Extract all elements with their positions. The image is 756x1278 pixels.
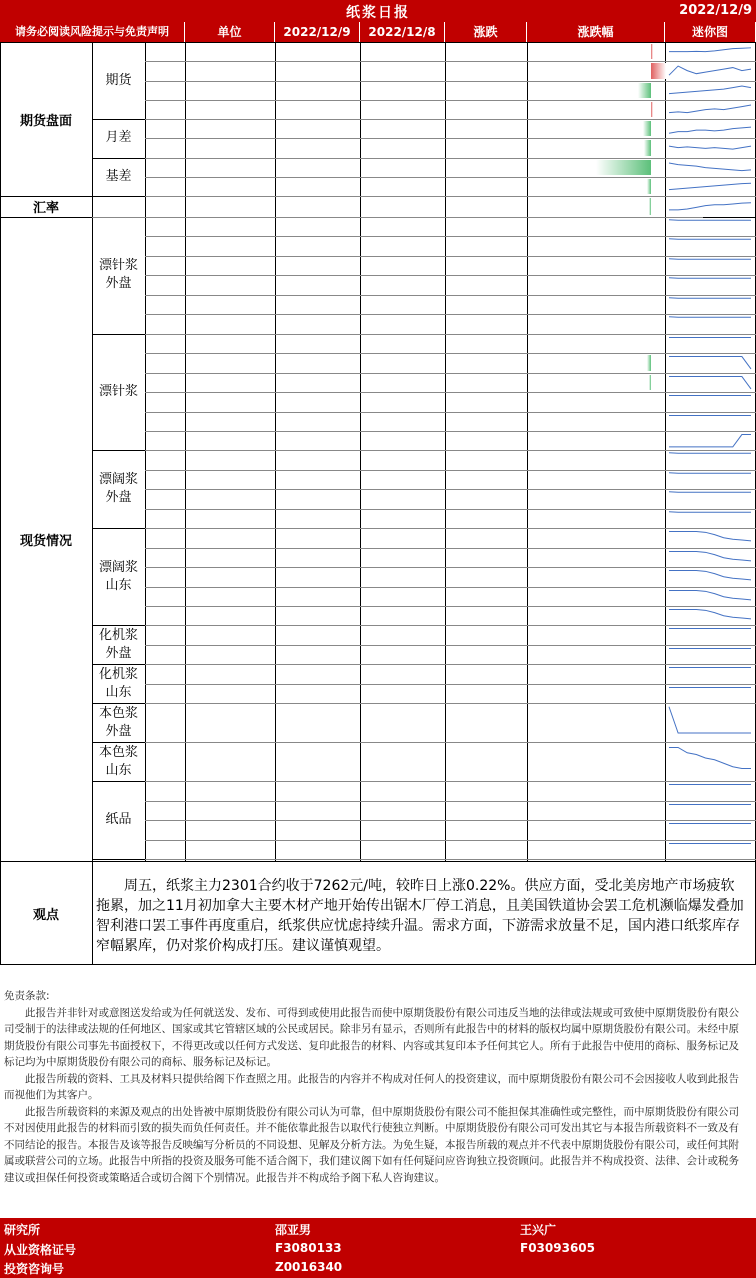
sparkline bbox=[667, 120, 753, 137]
report-title: 纸浆日报 bbox=[346, 5, 410, 21]
cell-chg bbox=[445, 801, 527, 820]
sparkline bbox=[667, 101, 753, 118]
cell-chg bbox=[445, 81, 527, 100]
disclaimer-p3: 此报告所载资料的来源及观点的出处皆被中原期货股份有限公司认为可靠，但中原期货股份有限公司不能担保其准确性或完整性，而中原期货股份有限公司不对因使用此报告的材料而引致的损失而负任何责任。并不能依靠此报告以取代行使独立判断。中原期货股份有限公司可发出其它与本报告所载资料不一致及有不同结论的报告。本报告及该等报告反映编写分析员的不同设想、见解及分析方法。为免生疑，本报告所载的观点并不代表中原期货股份有限公司，或任何其附属或联营公司的立场。此报告中所指的投资及服务可能不适合阁下，我们建议阁下如有任何疑问应咨询独立投资顾问。此报告并不构成投资、法律、会计或税务建议或担保任何投资或策略适合或切合阁下个别情况。此报告并不构成给予阁下私人咨询建议。 bbox=[4, 1105, 739, 1184]
cell-unit bbox=[185, 548, 275, 567]
sparkline bbox=[667, 510, 753, 527]
cell-v2 bbox=[360, 177, 445, 196]
cell-pct bbox=[527, 567, 665, 586]
cell-v2 bbox=[360, 625, 445, 644]
cell-unit bbox=[185, 703, 275, 742]
cell-pct bbox=[527, 509, 665, 528]
sparkline bbox=[667, 451, 753, 468]
sparkline bbox=[667, 568, 753, 585]
cell-v2 bbox=[360, 295, 445, 314]
cell-v2 bbox=[360, 431, 445, 450]
cell-v1 bbox=[275, 295, 360, 314]
cell-v1 bbox=[275, 177, 360, 196]
cell-unit bbox=[185, 742, 275, 781]
sparkline bbox=[667, 178, 753, 195]
cell-pct bbox=[527, 684, 665, 703]
cell-unit bbox=[185, 450, 275, 469]
cell-unit bbox=[185, 295, 275, 314]
cell-v1 bbox=[275, 567, 360, 586]
cell-pct bbox=[527, 820, 665, 839]
cell-v1 bbox=[275, 353, 360, 372]
col-sparkline: 迷你图 bbox=[665, 22, 756, 42]
cell-v2 bbox=[360, 100, 445, 119]
cell-unit bbox=[185, 820, 275, 839]
cell-chg bbox=[445, 314, 527, 333]
cell-chg bbox=[445, 256, 527, 275]
group-divider bbox=[92, 859, 145, 860]
cell-v2 bbox=[360, 236, 445, 255]
cell-pct bbox=[527, 548, 665, 567]
cell-v2 bbox=[360, 587, 445, 606]
col-unit: 单位 bbox=[185, 22, 275, 42]
cell-v2 bbox=[360, 138, 445, 157]
sparkline bbox=[667, 315, 753, 332]
cell-pct bbox=[527, 412, 665, 431]
analyst-b-name: 王兴广 bbox=[520, 1223, 557, 1237]
col-change: 涨跌 bbox=[445, 22, 527, 42]
col-date1: 2022/12/9 bbox=[275, 22, 360, 42]
cell-pct bbox=[527, 587, 665, 606]
cell-pct bbox=[527, 392, 665, 411]
cell-chg bbox=[445, 100, 527, 119]
cell-v2 bbox=[360, 392, 445, 411]
cell-unit bbox=[185, 470, 275, 489]
cell-chg bbox=[445, 567, 527, 586]
cell-v2 bbox=[360, 742, 445, 781]
cell-unit bbox=[185, 625, 275, 644]
cell-pct bbox=[527, 450, 665, 469]
analyst-a-name: 邵亚男 bbox=[275, 1223, 312, 1237]
cell-v1 bbox=[275, 275, 360, 294]
cell-chg bbox=[445, 412, 527, 431]
cell-unit bbox=[185, 42, 275, 61]
cell-chg bbox=[445, 781, 527, 800]
cell-unit bbox=[185, 334, 275, 353]
cell-unit bbox=[185, 392, 275, 411]
cell-v1 bbox=[275, 801, 360, 820]
cell-chg bbox=[445, 275, 527, 294]
cell-v1 bbox=[275, 489, 360, 508]
sparkline bbox=[667, 354, 753, 371]
cell-chg bbox=[445, 392, 527, 411]
cell-v2 bbox=[360, 158, 445, 177]
sparkline bbox=[667, 841, 753, 858]
cell-v2 bbox=[360, 314, 445, 333]
cell-pct bbox=[527, 840, 665, 859]
sparkline bbox=[667, 43, 753, 60]
cell-chg bbox=[445, 217, 527, 236]
analyst-a-cert: F3080133 bbox=[275, 1241, 342, 1255]
cell-unit bbox=[185, 256, 275, 275]
group-hj_wp: 化机浆 外盘 bbox=[98, 627, 138, 661]
cell-pct bbox=[527, 236, 665, 255]
cell-v1 bbox=[275, 664, 360, 683]
cell-v2 bbox=[360, 664, 445, 683]
cell-v1 bbox=[275, 61, 360, 80]
cell-pct bbox=[527, 138, 665, 157]
cell-chg bbox=[445, 548, 527, 567]
sparkline bbox=[667, 646, 753, 663]
cell-chg bbox=[445, 684, 527, 703]
sparkline bbox=[667, 471, 753, 488]
cell-unit bbox=[185, 587, 275, 606]
cell-v1 bbox=[275, 81, 360, 100]
disclaimer bbox=[4, 988, 748, 1186]
cell-unit bbox=[185, 489, 275, 508]
cell-pct bbox=[527, 801, 665, 820]
cell-v1 bbox=[275, 625, 360, 644]
cell-pct bbox=[527, 664, 665, 683]
cell-v2 bbox=[360, 489, 445, 508]
cell-pct bbox=[527, 275, 665, 294]
cell-v1 bbox=[275, 256, 360, 275]
cell-pct bbox=[527, 61, 665, 80]
sparkline bbox=[667, 490, 753, 507]
sparkline bbox=[667, 197, 753, 216]
group-jicha: 基差 bbox=[105, 168, 132, 184]
cell-v2 bbox=[360, 509, 445, 528]
col-divider bbox=[665, 42, 666, 861]
cell-v1 bbox=[275, 158, 360, 177]
cell-chg bbox=[445, 664, 527, 683]
cell-v1 bbox=[275, 840, 360, 859]
cell-unit bbox=[185, 840, 275, 859]
section-fx: 汇率 bbox=[32, 201, 59, 216]
cell-unit bbox=[185, 509, 275, 528]
cell-v2 bbox=[360, 373, 445, 392]
cell-v1 bbox=[275, 373, 360, 392]
cell-v1 bbox=[275, 450, 360, 469]
cell-chg bbox=[445, 840, 527, 859]
cell-v1 bbox=[275, 587, 360, 606]
sparkline bbox=[667, 626, 753, 643]
cell-v2 bbox=[360, 196, 445, 217]
sparkline bbox=[667, 743, 753, 780]
row-divider bbox=[145, 859, 756, 860]
sparkline bbox=[667, 665, 753, 682]
sparkline bbox=[667, 393, 753, 410]
cell-chg bbox=[445, 138, 527, 157]
cell-unit bbox=[185, 100, 275, 119]
cell-chg bbox=[445, 509, 527, 528]
cell-pct bbox=[527, 295, 665, 314]
sparkline bbox=[667, 704, 753, 741]
cell-v2 bbox=[360, 801, 445, 820]
group-divider bbox=[92, 196, 145, 197]
cell-v1 bbox=[275, 781, 360, 800]
cell-pct bbox=[527, 489, 665, 508]
cell-v1 bbox=[275, 392, 360, 411]
cell-chg bbox=[445, 177, 527, 196]
analyst-b-cert: F03093605 bbox=[520, 1241, 595, 1255]
sparkline bbox=[667, 374, 753, 391]
cell-pct bbox=[527, 606, 665, 625]
cell-unit bbox=[185, 314, 275, 333]
cell-unit bbox=[185, 138, 275, 157]
cell-chg bbox=[445, 196, 527, 217]
cell-unit bbox=[185, 645, 275, 664]
cell-pct bbox=[527, 158, 665, 177]
cell-unit bbox=[185, 158, 275, 177]
cell-pct bbox=[527, 217, 665, 236]
cell-unit bbox=[185, 431, 275, 450]
sparkline bbox=[667, 62, 753, 79]
cell-v2 bbox=[360, 81, 445, 100]
cell-v2 bbox=[360, 61, 445, 80]
risk-warning-link[interactable]: 请务必阅读风险提示与免责声明 bbox=[0, 22, 185, 42]
cell-unit bbox=[185, 373, 275, 392]
disclaimer-title: 免责条款: bbox=[4, 990, 50, 1002]
cell-pct bbox=[527, 334, 665, 353]
cell-v1 bbox=[275, 138, 360, 157]
cell-v1 bbox=[275, 645, 360, 664]
cell-unit bbox=[185, 781, 275, 800]
disclaimer-p1: 此报告并非针对或意图送发给或为任何就送发、发布、可得到或使用此报告而使中原期货股份有限公司违反当地的法律或法规或可致使中原期货股份有限公司受制于的法律或法规的任何地区、国家或其它管辖区域的公民或居民。除非另有显示，否则所有此报告中的材料的版权均属中原期货股份有限公司。未经中原期货股份有限公司事先书面授权下，不得更改或以任何方式发送、复印此报告的材料、内容或其复印本予任何其它人。所有于此报告中使用的商标、服务标记及标记均为中原期货股份有限公司的商标、服务标记及标记。 bbox=[4, 1006, 739, 1068]
cell-unit bbox=[185, 801, 275, 820]
cell-pct bbox=[527, 177, 665, 196]
cell-v1 bbox=[275, 119, 360, 138]
cell-chg bbox=[445, 820, 527, 839]
sparkline bbox=[667, 549, 753, 566]
cell-unit bbox=[185, 353, 275, 372]
cell-v2 bbox=[360, 217, 445, 236]
cell-v2 bbox=[360, 119, 445, 138]
cell-pct bbox=[527, 196, 665, 217]
sparkline bbox=[667, 237, 753, 254]
cell-v2 bbox=[360, 645, 445, 664]
title-bar bbox=[0, 0, 756, 22]
sparkline bbox=[667, 335, 753, 352]
cell-v2 bbox=[360, 684, 445, 703]
cell-chg bbox=[445, 42, 527, 61]
cell-unit bbox=[185, 61, 275, 80]
sparkline bbox=[667, 413, 753, 430]
cell-pct bbox=[527, 42, 665, 61]
cell-chg bbox=[445, 334, 527, 353]
cell-chg bbox=[445, 61, 527, 80]
section-view: 观点 bbox=[32, 907, 59, 923]
cell-unit bbox=[185, 119, 275, 138]
col-divider bbox=[92, 861, 93, 965]
sparkline bbox=[667, 257, 753, 274]
sparkline bbox=[667, 139, 753, 156]
cell-v1 bbox=[275, 820, 360, 839]
cell-chg bbox=[445, 645, 527, 664]
cell-v2 bbox=[360, 450, 445, 469]
cell-v1 bbox=[275, 703, 360, 742]
cell-chg bbox=[445, 489, 527, 508]
cell-v2 bbox=[360, 528, 445, 547]
sparkline bbox=[667, 685, 753, 702]
cell-chg bbox=[445, 606, 527, 625]
sparkline bbox=[667, 432, 753, 449]
cell-chg bbox=[445, 431, 527, 450]
cell-v2 bbox=[360, 820, 445, 839]
col-date2: 2022/12/8 bbox=[360, 22, 445, 42]
cell-unit bbox=[185, 412, 275, 431]
disclaimer-p2: 此报告所载的资料、工具及材料只提供给阁下作查照之用。此报告的内容并不构成对任何人的投资建议，而中原期货股份有限公司不会因接收人收到此报告而视他们为其客户。 bbox=[4, 1072, 739, 1101]
sparkline bbox=[667, 529, 753, 546]
cell-pct bbox=[527, 353, 665, 372]
group-hj_sd: 化机浆 山东 bbox=[98, 666, 138, 700]
sparkline bbox=[667, 296, 753, 313]
cell-unit bbox=[185, 196, 275, 217]
cell-pct bbox=[527, 781, 665, 800]
cell-pct bbox=[527, 528, 665, 547]
cell-pct bbox=[527, 100, 665, 119]
cell-pct bbox=[527, 625, 665, 644]
cell-chg bbox=[445, 528, 527, 547]
row-divider bbox=[0, 861, 756, 862]
cell-v2 bbox=[360, 548, 445, 567]
cell-chg bbox=[445, 353, 527, 372]
cell-v2 bbox=[360, 42, 445, 61]
cell-v1 bbox=[275, 217, 360, 236]
group-zp: 纸品 bbox=[105, 812, 132, 828]
sparkline bbox=[667, 821, 753, 838]
cell-pct bbox=[527, 314, 665, 333]
cell-v2 bbox=[360, 470, 445, 489]
cell-unit bbox=[185, 177, 275, 196]
col-change-pct: 涨跌幅 bbox=[527, 22, 665, 42]
cell-v2 bbox=[360, 353, 445, 372]
cell-v2 bbox=[360, 606, 445, 625]
group-bs_wp: 本色浆 外盘 bbox=[98, 705, 138, 739]
section-spot: 现货情况 bbox=[19, 533, 72, 549]
cell-v2 bbox=[360, 567, 445, 586]
sparkline bbox=[667, 588, 753, 605]
cell-v1 bbox=[275, 470, 360, 489]
footer-label-consult: 投资咨询号 bbox=[4, 1262, 65, 1276]
cell-unit bbox=[185, 606, 275, 625]
sparkline bbox=[667, 218, 753, 235]
cell-unit bbox=[185, 664, 275, 683]
cell-pct bbox=[527, 703, 665, 742]
cell-v2 bbox=[360, 840, 445, 859]
cell-v1 bbox=[275, 236, 360, 255]
cell-v1 bbox=[275, 528, 360, 547]
opinion-text: 周五，纸浆主力2301合约收于7262元/吨，较昨日上涨0.22%。供应方面，受北美房地产市场疲软拖累，加之11月初加拿大主要木材产地开始传出锯木厂停工消息，且美国铁道协会罢工危机濒临爆发叠加智利港口罢工事件再度重启，纸浆供应忧虑持续升温。需求方面，下游需求放量不足，国内港口纸浆库存窄幅累库，仍对浆价构成打压。建议谨慎观望。 bbox=[96, 878, 744, 954]
cell-pct bbox=[527, 431, 665, 450]
cell-pct bbox=[527, 742, 665, 781]
cell-unit bbox=[185, 567, 275, 586]
sparkline bbox=[667, 782, 753, 799]
cell-chg bbox=[445, 119, 527, 138]
group-bs_sd: 本色浆 山东 bbox=[98, 744, 138, 778]
cell-v1 bbox=[275, 606, 360, 625]
cell-unit bbox=[185, 275, 275, 294]
cell-pct bbox=[527, 470, 665, 489]
group-pk_sd: 漂阔浆 山东 bbox=[98, 559, 138, 593]
cell-pct bbox=[527, 81, 665, 100]
group-qihuo: 期货 bbox=[105, 72, 132, 88]
cell-chg bbox=[445, 450, 527, 469]
cell-v2 bbox=[360, 412, 445, 431]
report-date: 2022/12/9 bbox=[679, 3, 752, 18]
cell-unit bbox=[185, 236, 275, 255]
cell-v1 bbox=[275, 684, 360, 703]
cell-chg bbox=[445, 587, 527, 606]
cell-pct bbox=[527, 256, 665, 275]
sparkline bbox=[667, 607, 753, 624]
cell-v2 bbox=[360, 334, 445, 353]
analyst-a-consult: Z0016340 bbox=[275, 1260, 343, 1274]
cell-pct bbox=[527, 119, 665, 138]
sparkline bbox=[667, 82, 753, 99]
cell-v2 bbox=[360, 256, 445, 275]
footer-label-institute: 研究所 bbox=[4, 1223, 41, 1237]
cell-unit bbox=[185, 217, 275, 236]
cell-v1 bbox=[275, 314, 360, 333]
cell-v1 bbox=[275, 196, 360, 217]
group-yuecha: 月差 bbox=[105, 130, 132, 146]
cell-v1 bbox=[275, 334, 360, 353]
cell-v1 bbox=[275, 412, 360, 431]
cell-unit bbox=[185, 684, 275, 703]
cell-chg bbox=[445, 236, 527, 255]
group-pz_wp: 漂针浆 外盘 bbox=[98, 258, 138, 292]
footer-label-cert: 从业资格证号 bbox=[4, 1243, 77, 1257]
cell-v1 bbox=[275, 100, 360, 119]
cell-chg bbox=[445, 625, 527, 644]
section-futures: 期货盘面 bbox=[19, 113, 72, 129]
cell-pct bbox=[527, 373, 665, 392]
cell-chg bbox=[445, 703, 527, 742]
cell-chg bbox=[445, 742, 527, 781]
cell-pct bbox=[527, 645, 665, 664]
cell-chg bbox=[445, 158, 527, 177]
cell-v1 bbox=[275, 42, 360, 61]
cell-v2 bbox=[360, 781, 445, 800]
cell-v1 bbox=[275, 742, 360, 781]
cell-unit bbox=[185, 528, 275, 547]
cell-v1 bbox=[275, 509, 360, 528]
cell-chg bbox=[445, 470, 527, 489]
footer bbox=[0, 1218, 756, 1278]
group-pz: 漂针浆 bbox=[98, 384, 138, 400]
cell-unit bbox=[185, 81, 275, 100]
cell-chg bbox=[445, 373, 527, 392]
cell-v2 bbox=[360, 275, 445, 294]
sparkline bbox=[667, 802, 753, 819]
cell-v1 bbox=[275, 548, 360, 567]
cell-chg bbox=[445, 295, 527, 314]
group-pk_wp: 漂阔浆 外盘 bbox=[98, 472, 138, 506]
sparkline bbox=[667, 159, 753, 176]
cell-v1 bbox=[275, 431, 360, 450]
sparkline bbox=[667, 276, 753, 293]
cell-v2 bbox=[360, 703, 445, 742]
